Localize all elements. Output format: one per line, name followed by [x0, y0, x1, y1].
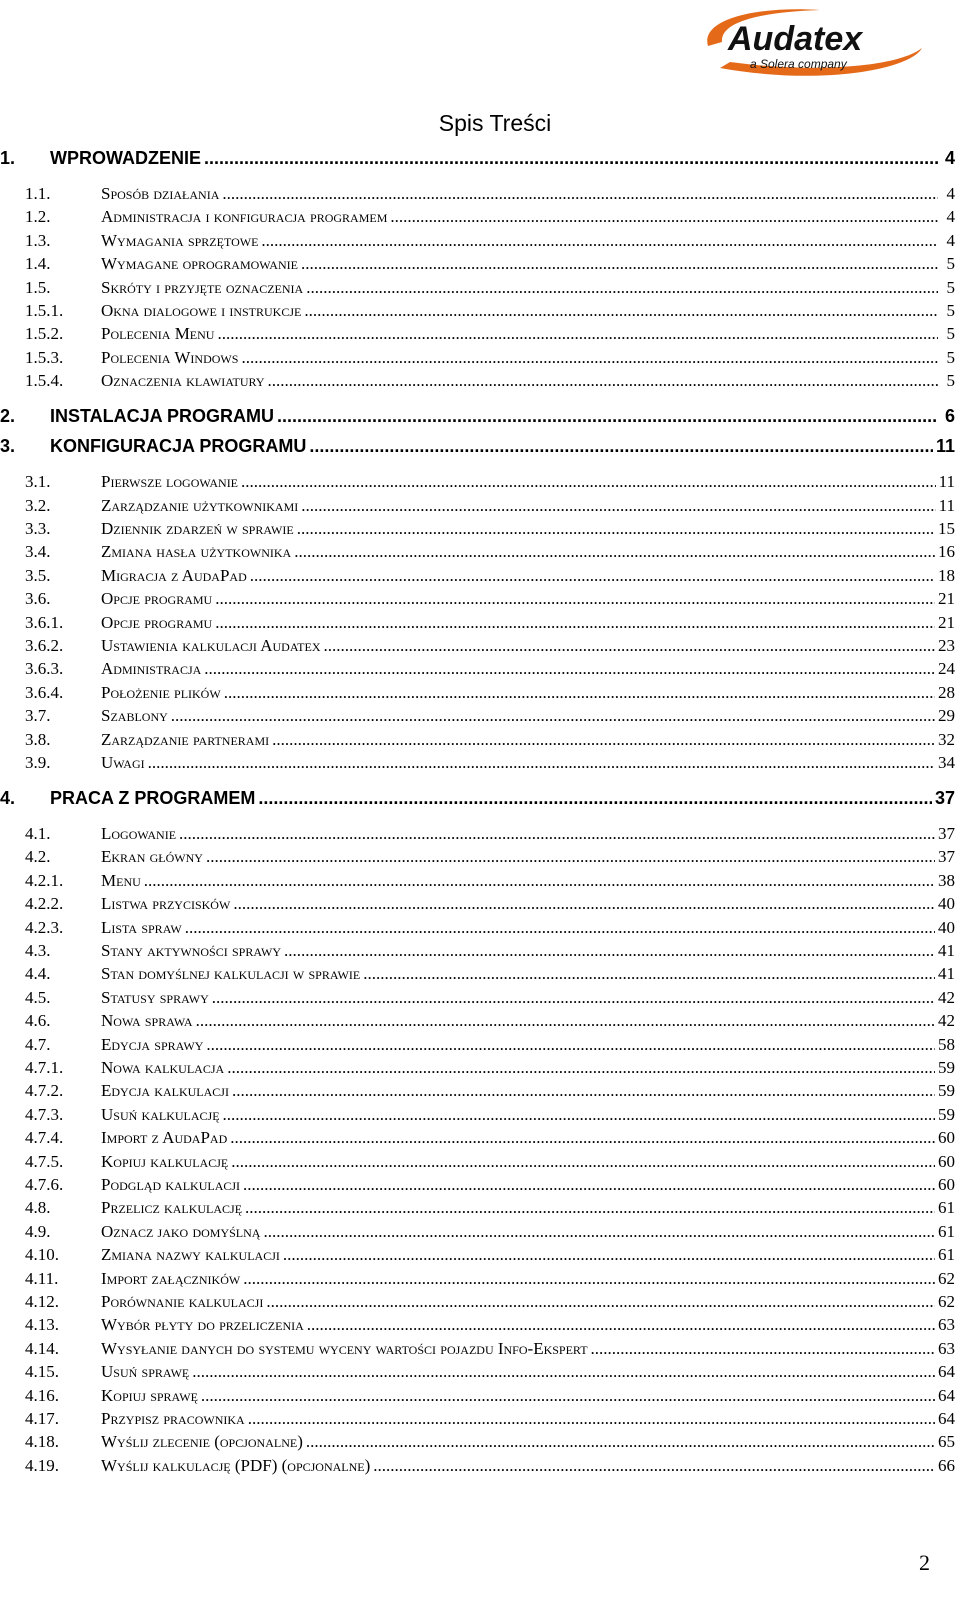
toc-section-row[interactable] [25, 894, 955, 914]
toc-section-row[interactable] [25, 1456, 955, 1476]
toc-entry-title: Kopiuj kalkulację [101, 1151, 229, 1171]
toc-entry-title: Wymagania sprzętowe [101, 230, 259, 250]
toc-entry-page: 16 [938, 542, 955, 562]
toc-entry-title: Opcje programu [101, 612, 213, 632]
toc-entry-page: 41 [938, 941, 955, 960]
toc-entry-title: Opcje programu [101, 589, 213, 609]
toc-dot-leader [204, 659, 935, 679]
toc-entry-number: 4.19. [25, 1455, 59, 1475]
toc-section-row[interactable] [25, 871, 955, 891]
toc-dot-leader [171, 706, 935, 726]
toc-section-row[interactable] [25, 231, 955, 251]
audatex-logo [700, 8, 950, 78]
toc-section-row[interactable] [25, 659, 955, 679]
toc-entry-number: 1.4. [25, 254, 51, 274]
toc-entry-title: Dziennik zdarzeń w sprawie [101, 519, 294, 538]
toc-entry-number: 4.7. [25, 1034, 51, 1054]
toc-dot-leader [277, 406, 938, 427]
toc-dot-leader [144, 871, 935, 891]
toc-entry-page: 59 [938, 1104, 955, 1124]
toc-entry-number: 3.5. [25, 565, 51, 585]
toc-dot-leader [390, 207, 938, 227]
toc-entry-page: 11 [935, 436, 955, 457]
toc-entry-page: 58 [938, 1034, 955, 1054]
toc-dot-leader [231, 1152, 935, 1172]
toc-entry-number: 4.5. [25, 987, 51, 1007]
toc-entry-number: 3. [0, 436, 16, 457]
toc-entry-page: 18 [938, 565, 955, 585]
toc-dot-leader [206, 847, 935, 867]
toc-entry-page: 37 [938, 847, 955, 867]
toc-section-row[interactable] [25, 824, 955, 844]
toc-entry-title: Przypisz pracownika [101, 1409, 245, 1428]
toc-entry-number: 1.5.4. [25, 371, 64, 391]
toc-entry-page: 38 [938, 870, 955, 890]
toc-section-row[interactable] [25, 184, 955, 204]
toc-dot-leader [297, 519, 935, 539]
toc-section-row[interactable] [25, 278, 955, 298]
toc-entry-title: Administracja [101, 659, 202, 679]
toc-section-row[interactable] [25, 472, 955, 492]
toc-dot-leader [263, 1222, 935, 1242]
toc-entry-page: 64 [938, 1362, 955, 1382]
toc-entry-number: 4.2. [25, 847, 51, 867]
toc-entry-page: 40 [938, 894, 955, 914]
toc-dot-leader [258, 788, 932, 809]
toc-dot-leader [250, 566, 935, 586]
toc-entry-number: 3.7. [25, 706, 51, 726]
toc-dot-leader [217, 324, 938, 344]
toc-entry-title: Polecenia Menu [101, 324, 215, 344]
toc-entry-number: 4.7.1. [25, 1058, 64, 1077]
toc-section-row[interactable] [25, 542, 955, 562]
toc-entry-page: 34 [938, 753, 955, 772]
toc-entry-title: Import z AudaPad [101, 1128, 228, 1148]
toc-dot-leader [248, 1409, 935, 1429]
toc-section-row[interactable] [25, 988, 955, 1008]
toc-entry-number: 4.18. [25, 1432, 59, 1452]
toc-dot-leader [206, 1035, 935, 1055]
toc-entry-page: 61 [938, 1198, 955, 1218]
toc-entry-title: Wysyłanie danych do systemu wyceny wartości pojazdu Info-Ekspert [101, 1338, 588, 1358]
toc-entry-page: 11 [938, 472, 955, 492]
toc-dot-leader [304, 301, 938, 321]
toc-section-row[interactable] [25, 1035, 955, 1055]
toc-entry-number: 4.9. [25, 1221, 51, 1241]
toc-entry-title: Polecenia Windows [101, 347, 239, 367]
toc-entry-title: Stany aktywności sprawy [101, 941, 282, 960]
toc-entry-number: 4.2.1. [25, 870, 64, 890]
toc-section-row[interactable] [25, 1105, 955, 1125]
toc-entry-title: Pierwsze logowanie [101, 472, 239, 492]
toc-entry-number: 4. [0, 788, 16, 808]
toc-section-row[interactable] [25, 964, 955, 984]
toc-entry-title: Wymagane oprogramowanie [101, 254, 298, 274]
toc-entry-page: 4 [946, 207, 955, 227]
toc-entry-page: 66 [938, 1455, 955, 1475]
toc-dot-leader [373, 1456, 935, 1476]
toc-dot-leader [241, 472, 936, 492]
toc-entry-page: 63 [938, 1315, 955, 1335]
toc-dot-leader [266, 1292, 935, 1312]
toc-entry-title: Okna dialogowe i instrukcje [101, 301, 302, 320]
toc-section-row[interactable] [25, 301, 955, 321]
toc-entry-title: Zmiana nazwy kalkulacji [101, 1245, 280, 1265]
toc-dot-leader [301, 254, 938, 274]
toc-entry-number: 3.3. [25, 519, 51, 538]
toc-entry-number: 4.2.3. [25, 917, 64, 937]
toc-section-row[interactable] [25, 753, 955, 773]
toc-section-row[interactable] [25, 1292, 955, 1312]
toc-entry-page: 24 [938, 659, 955, 679]
toc-entry-page: 11 [938, 495, 955, 515]
toc-entry-page: 37 [938, 824, 955, 843]
toc-entry-page: 42 [938, 1011, 955, 1031]
toc-entry-page: 6 [944, 406, 955, 427]
toc-dot-leader [261, 231, 938, 251]
toc-dot-leader [306, 278, 938, 298]
toc-entry-title: Szablony [101, 706, 168, 726]
toc-dot-leader [363, 964, 935, 984]
toc-section-row[interactable] [25, 1175, 955, 1195]
toc-entry-page: 42 [938, 987, 955, 1007]
toc-dot-leader [179, 824, 935, 844]
toc-entry-page: 60 [938, 1151, 955, 1171]
toc-entry-page: 60 [938, 1128, 955, 1148]
toc-entry-title: Oznaczenia klawiatury [101, 371, 265, 391]
toc-entry-title: Edycja sprawy [101, 1034, 204, 1054]
toc-section-row[interactable] [25, 207, 955, 227]
toc-dot-leader [223, 1105, 935, 1125]
toc-entry-number: 1.5.2. [25, 324, 64, 344]
toc-entry-number: 4.16. [25, 1385, 59, 1405]
toc-dot-leader [148, 753, 935, 773]
toc-entry-title: Menu [101, 870, 141, 890]
toc-section-row[interactable] [25, 1409, 955, 1429]
toc-entry-title: Uwagi [101, 753, 145, 772]
toc-dot-leader [224, 683, 935, 703]
toc-entry-number: 3.6. [25, 589, 51, 609]
toc-entry-title: Nowa sprawa [101, 1011, 193, 1031]
toc-dot-leader [283, 1245, 935, 1265]
toc-entry-title: Statusy sprawy [101, 987, 209, 1007]
toc-entry-number: 1.2. [25, 207, 51, 227]
toc-dot-leader [591, 1339, 935, 1359]
toc-entry-number: 4.6. [25, 1011, 51, 1031]
page-number: 2 [919, 1550, 930, 1575]
toc-entry-number: 4.7.5. [25, 1151, 64, 1171]
toc-section-row[interactable] [25, 1058, 955, 1078]
toc-entry-number: 4.15. [25, 1362, 59, 1382]
toc-entry-title: Zarządzanie partnerami [101, 729, 270, 749]
toc-chapter-row[interactable] [0, 788, 955, 809]
toc-chapter-row[interactable] [0, 406, 955, 427]
toc-section-row[interactable] [25, 371, 955, 391]
toc-dot-leader [232, 1081, 935, 1101]
toc-dot-leader [222, 184, 938, 204]
toc-entry-number: 1. [0, 148, 16, 168]
toc-entry-number: 3.6.2. [25, 636, 64, 655]
toc-section-row[interactable] [25, 1269, 955, 1289]
toc-section-row[interactable] [25, 1081, 955, 1101]
toc-entry-number: 3.6.4. [25, 682, 64, 702]
toc-dot-leader [301, 496, 935, 516]
toc-section-row[interactable] [25, 1315, 955, 1335]
toc-chapter-row[interactable] [0, 436, 955, 457]
toc-dot-leader [307, 1315, 935, 1335]
toc-entry-page: 64 [938, 1385, 955, 1405]
toc-section-row[interactable] [25, 1386, 955, 1406]
toc-chapter-row[interactable] [0, 148, 955, 169]
toc-entry-title: Ustawienia kalkulacji Audatex [101, 636, 321, 655]
logo-tagline: a Solera company [750, 57, 847, 71]
toc-dot-leader [324, 636, 936, 656]
toc-section-row[interactable] [25, 324, 955, 344]
toc-entry-number: 4.7.3. [25, 1104, 64, 1124]
toc-entry-number: 3.6.3. [25, 659, 64, 679]
toc-entry-title: Sposób działania [101, 184, 220, 203]
toc-entry-title: WPROWADZENIE [50, 148, 201, 168]
toc-entry-page: 37 [934, 788, 955, 808]
toc-section-row[interactable] [25, 941, 955, 961]
toc-entry-number: 4.2.2. [25, 894, 64, 914]
toc-entry-number: 3.6.1. [25, 612, 64, 632]
toc-dot-leader [192, 1362, 935, 1382]
toc-entry-number: 3.4. [25, 542, 51, 562]
toc-entry-title: Usuń kalkulację [101, 1104, 220, 1124]
toc-entry-number: 4.8. [25, 1198, 51, 1218]
toc-dot-leader [284, 941, 935, 961]
toc-entry-title: Import załączników [101, 1268, 241, 1288]
toc-entry-page: 60 [938, 1175, 955, 1194]
toc-section-row[interactable] [25, 1128, 955, 1148]
toc-dot-leader [245, 1198, 935, 1218]
toc-section-row[interactable] [25, 1339, 955, 1359]
toc-dot-leader [306, 1432, 935, 1452]
toc-entry-title: Przelicz kalkulację [101, 1198, 243, 1218]
toc-entry-page: 4 [946, 230, 955, 250]
toc-entry-page: 21 [938, 612, 955, 632]
toc-entry-page: 41 [938, 964, 955, 984]
toc-entry-number: 1.1. [25, 184, 51, 203]
toc-entry-title: Edycja kalkulacji [101, 1081, 229, 1101]
toc-dot-leader [230, 1128, 935, 1148]
toc-dot-leader [215, 613, 935, 633]
toc-dot-leader [196, 1011, 935, 1031]
toc-entry-number: 1.5.1. [25, 301, 64, 320]
toc-entry-number: 4.4. [25, 964, 51, 984]
toc-entry-page: 61 [938, 1221, 955, 1241]
toc-entry-page: 62 [938, 1268, 955, 1288]
toc-dot-leader [227, 1058, 935, 1078]
toc-entry-number: 4.14. [25, 1338, 59, 1358]
toc-entry-page: 5 [946, 324, 955, 344]
toc-section-row[interactable] [25, 683, 955, 703]
toc-entry-number: 4.7.2. [25, 1081, 64, 1101]
toc-section-row[interactable] [25, 589, 955, 609]
toc-entry-title: Ekran główny [101, 847, 203, 867]
toc-entry-number: 4.11. [25, 1268, 59, 1288]
toc-entry-number: 2. [0, 406, 16, 427]
toc-dot-leader [212, 988, 935, 1008]
toc-dot-leader [241, 348, 938, 368]
toc-dot-leader [243, 1269, 935, 1289]
toc-entry-title: Stan domyślnej kalkulacji w sprawie [101, 964, 361, 984]
toc-section-row[interactable] [25, 1245, 955, 1265]
toc-entry-title: Administracja i konfiguracja programem [101, 207, 388, 227]
toc-section-row[interactable] [25, 636, 955, 656]
toc-section-row[interactable] [25, 1198, 955, 1218]
toc-section-row[interactable] [25, 566, 955, 586]
toc-section-row[interactable] [25, 1362, 955, 1382]
toc-section-row[interactable] [25, 847, 955, 867]
toc-entry-number: 4.13. [25, 1315, 59, 1335]
toc-entry-page: 4 [944, 148, 955, 168]
toc-entry-title: Podgląd kalkulacji [101, 1175, 241, 1194]
toc-entry-page: 5 [946, 347, 955, 367]
toc-entry-title: Zarządzanie użytkownikami [101, 495, 299, 515]
toc-entry-title: Usuń sprawę [101, 1362, 190, 1382]
toc-section-row[interactable] [25, 1152, 955, 1172]
toc-entry-title: Położenie plików [101, 682, 221, 702]
toc-entry-title: Skróty i przyjęte oznaczenia [101, 277, 304, 297]
toc-entry-title: Porównanie kalkulacji [101, 1292, 264, 1311]
toc-section-row[interactable] [25, 496, 955, 516]
logo-brand: Audatex [728, 20, 863, 58]
toc-entry-title: Wyślij kalkulację (PDF) (opcjonalne) [101, 1455, 371, 1475]
toc-entry-page: 64 [938, 1409, 955, 1428]
toc-dot-leader [233, 894, 935, 914]
toc-section-row[interactable] [25, 1011, 955, 1031]
toc-section-row[interactable] [25, 1222, 955, 1242]
toc-entry-page: 5 [946, 371, 955, 391]
toc-entry-number: 1.3. [25, 230, 51, 250]
toc-entry-page: 65 [938, 1432, 955, 1452]
logo-swoosh [700, 8, 950, 78]
toc-section-row[interactable] [25, 1432, 955, 1452]
toc-section-row[interactable] [25, 254, 955, 274]
toc-entry-page: 5 [946, 301, 955, 320]
toc-entry-page: 21 [938, 589, 955, 609]
toc-entry-title: Listwa przycisków [101, 894, 231, 914]
toc-entry-page: 4 [946, 184, 955, 203]
toc-entry-page: 5 [946, 254, 955, 274]
toc-entry-title: Migracja z AudaPad [101, 565, 247, 585]
toc-section-row[interactable] [25, 730, 955, 750]
toc-entry-number: 3.8. [25, 729, 51, 749]
toc-entry-number: 4.17. [25, 1409, 59, 1428]
toc-entry-number: 3.1. [25, 472, 51, 492]
toc-dot-leader [185, 918, 935, 938]
toc-entry-title: KONFIGURACJA PROGRAMU [50, 436, 307, 457]
toc-entry-page: 15 [938, 519, 955, 538]
toc-entry-page: 62 [938, 1292, 955, 1311]
toc-entry-title: Kopiuj sprawę [101, 1385, 198, 1405]
toc-entry-page: 40 [938, 917, 955, 937]
toc-dot-leader [294, 542, 935, 562]
toc-entry-page: 32 [938, 729, 955, 749]
toc-section-row[interactable] [25, 348, 955, 368]
toc-entry-page: 29 [938, 706, 955, 726]
toc-section-row[interactable] [25, 918, 955, 938]
toc-dot-leader [201, 1386, 935, 1406]
toc-dot-leader [309, 436, 933, 457]
toc-entry-title: PRACA Z PROGRAMEM [50, 788, 256, 808]
toc-entry-page: 5 [946, 277, 955, 297]
toc-entry-title: Logowanie [101, 824, 177, 843]
page-title: Spis Treści [438, 110, 552, 136]
toc-entry-number: 1.5.3. [25, 347, 64, 367]
toc-dot-leader [215, 589, 935, 609]
toc-entry-page: 63 [938, 1338, 955, 1358]
toc-section-row[interactable] [25, 519, 955, 539]
toc-dot-leader [243, 1175, 935, 1195]
toc-dot-leader [268, 371, 938, 391]
toc-entry-page: 59 [938, 1058, 955, 1077]
toc-dot-leader [272, 730, 935, 750]
toc-entry-number: 1.5. [25, 277, 51, 297]
toc-entry-title: Zmiana hasła użytkownika [101, 542, 292, 562]
toc-entry-number: 4.7.4. [25, 1128, 64, 1148]
toc-entry-number: 3.2. [25, 495, 51, 515]
toc-entry-page: 23 [938, 636, 955, 655]
toc-entry-number: 4.12. [25, 1292, 59, 1311]
toc-dot-leader [204, 148, 938, 169]
toc-entry-title: Oznacz jako domyślną [101, 1221, 261, 1241]
toc-section-row[interactable] [25, 706, 955, 726]
toc-entry-page: 28 [938, 682, 955, 702]
toc-entry-title: Lista spraw [101, 917, 182, 937]
toc-entry-title: Wyślij zlecenie (opcjonalne) [101, 1432, 303, 1452]
toc-entry-title: INSTALACJA PROGRAMU [50, 406, 274, 427]
toc-entry-number: 4.3. [25, 941, 51, 960]
toc-entry-page: 61 [938, 1245, 955, 1265]
toc-entry-number: 4.10. [25, 1245, 59, 1265]
toc-section-row[interactable] [25, 613, 955, 633]
toc-entry-title: Nowa kalkulacja [101, 1058, 225, 1077]
toc-entry-number: 3.9. [25, 753, 51, 772]
toc-entry-title: Wybór płyty do przeliczenia [101, 1315, 304, 1335]
toc-entry-page: 59 [938, 1081, 955, 1101]
toc-entry-number: 4.7.6. [25, 1175, 64, 1194]
toc-entry-number: 4.1. [25, 824, 51, 843]
